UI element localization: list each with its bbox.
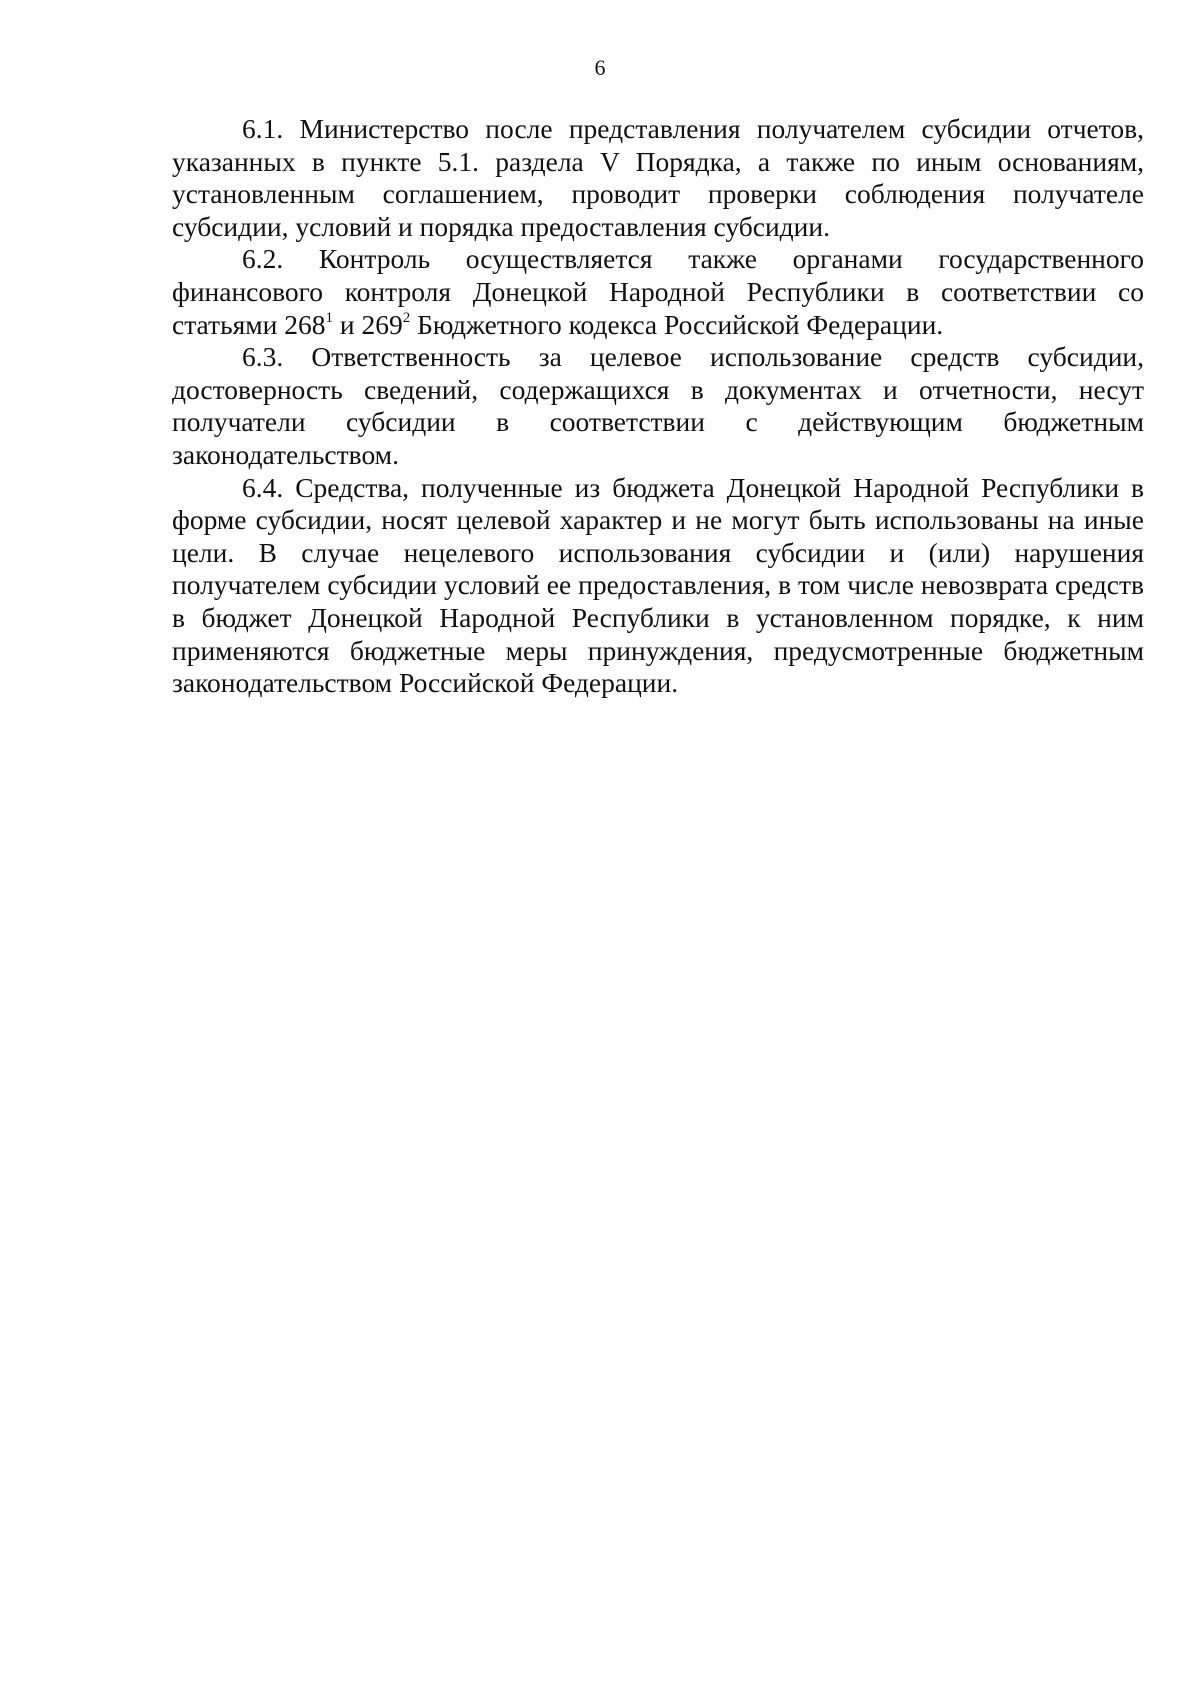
paragraph-6-2-text-middle: и 269 [333, 308, 403, 340]
document-body [172, 113, 1144, 700]
paragraph-6-3: 6.3. Ответственность за целевое использование средств субсидии, достоверность сведений, содержащихся в документах и отчетности, несут получатели субсидии в соответствии с действующим бюджетным законодательством. [172, 341, 1144, 470]
superscript-2: 2 [402, 309, 411, 326]
paragraph-6-2 [172, 243, 1144, 341]
paragraph-6-2-text-start: 6.2. Контроль осуществляется также органами государственного финансового контроля Донецкой Народной Республики в соответствии со статьями 268 [172, 243, 1144, 340]
paragraph-6-4: 6.4. Средства, полученные из бюджета Донецкой Народной Республики в форме субсидии, носят целевой характер и не могут быть использованы на иные цели. В случае нецелевого использования субсидии и (или) нарушения получателем субсидии условий ее предоставления, в том числе невозврата средств в бюджет Донецкой Народной Республики в установленном порядке, к ним применяются бюджетные меры принуждения, предусмотренные бюджетным законодательством Российской Федерации. [172, 471, 1144, 699]
paragraph-6-2-text-end: Бюджетного кодекса Российской Федерации. [410, 308, 944, 340]
paragraph-6-1: 6.1. Министерство после представления получателем субсидии отчетов, указанных в пункте 5.1. раздела V Порядка, а также по иным основаниям, установленным соглашением, проводит проверки соблюдения получателе субсидии, условий и порядка предоставления субсидии. [172, 113, 1144, 242]
superscript-1: 1 [325, 309, 334, 326]
page-number: 6 [594, 55, 606, 80]
